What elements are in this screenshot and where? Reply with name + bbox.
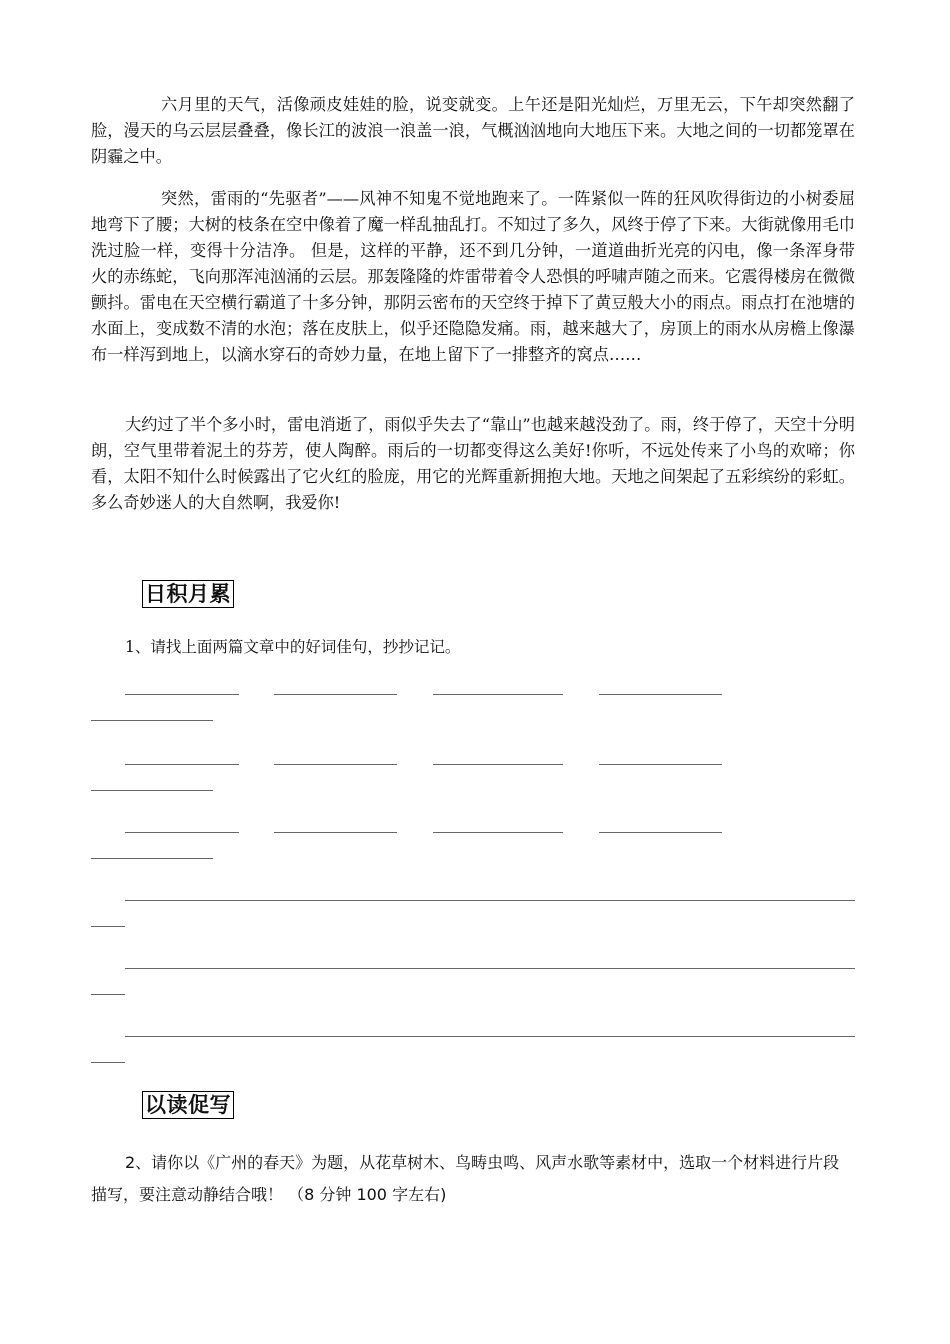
word-blank[interactable] bbox=[125, 764, 239, 765]
word-blank[interactable] bbox=[274, 764, 397, 765]
section-title-accumulation: 日积月累 bbox=[142, 580, 234, 608]
word-blank[interactable] bbox=[599, 694, 722, 695]
word-blank[interactable] bbox=[274, 832, 397, 833]
word-blank[interactable] bbox=[125, 832, 239, 833]
sentence-blank[interactable] bbox=[125, 900, 855, 901]
passage-paragraph-1: 六月里的天气，活像顽皮娃娃的脸，说变就变。上午还是阳光灿烂，万里无云，下午却突然翻了脸，漫天的乌云层层叠叠，像长江的波浪一浪盖一浪，气概汹汹地向大地压下来。大地之间的一切都笼罩在阴霾之中。 bbox=[91, 95, 855, 166]
question-2-text: 2、请你以《广州的春天》为题，从花草树木、鸟畴虫鸣、风声水歌等素材中，选取一个材料进行片段描写，要注意动静结合哦！ （8 分钟 100 字左右) bbox=[91, 1153, 840, 1204]
passage-paragraph-2: 突然，雷雨的“先驱者”——风神不知鬼不觉地跑来了。一阵紧似一阵的狂风吹得街边的小树委屈地弯下了腰；大树的枝条在空中像着了魔一样乱抽乱打。不知过了多久，风终于停了下来。大街就像用毛巾洗过脸一样，变得十分洁净。 但是，这样的平静，还不到几分钟，一道道曲折光亮的闪电，像一条浑身带火的赤练蛇，飞向那浑沌汹涌的云层。那轰隆隆的炸雷带着令人恐惧的呼啸声随之而来。它震得楼房在微微颤抖。雷电在天空横行霸道了十多分钟，那阴云密布的天空终于掉下了黄豆般大小的雨点。雨点打在池塘的水面上，变成数不清的水泡；落在皮肤上，似乎还隐隐发痛。雨，越来越大了，房顶上的雨水从房檐上像瀑布一样泻到地上，以滴水穿石的奇妙力量，在地上留下了一排整齐的窝点…… bbox=[91, 189, 855, 364]
section-title-writing: 以读促写 bbox=[142, 1091, 234, 1119]
word-blank[interactable] bbox=[433, 832, 563, 833]
sentence-blank[interactable] bbox=[91, 994, 125, 995]
sentence-blank[interactable] bbox=[91, 926, 125, 927]
word-blank[interactable] bbox=[433, 694, 563, 695]
question-1-text: 1、请找上面两篇文章中的好词佳句，抄抄记记。 bbox=[125, 638, 461, 656]
word-blank[interactable] bbox=[599, 832, 722, 833]
word-blank[interactable] bbox=[433, 764, 563, 765]
word-blank[interactable] bbox=[125, 694, 239, 695]
sentence-blank[interactable] bbox=[125, 1036, 855, 1037]
word-blank[interactable] bbox=[599, 764, 722, 765]
word-blank[interactable] bbox=[274, 694, 397, 695]
sentence-blank[interactable] bbox=[125, 968, 855, 969]
sentence-blank[interactable] bbox=[91, 1062, 125, 1063]
passage-paragraph-3: 大约过了半个多小时，雷电消逝了，雨似乎失去了“靠山”也越来越没劲了。雨，终于停了，天空十分明朗，空气里带着泥土的芬芳，使人陶醉。雨后的一切都变得这么美好!你听，不远处传来了小鸟的欢啼；你看，太阳不知什么时候露出了它火红的脸庞，用它的光辉重新拥抱大地。天地之间架起了五彩缤纷的彩虹。多么奇妙迷人的大自然啊，我爱你! bbox=[91, 415, 855, 512]
word-blank[interactable] bbox=[91, 858, 213, 859]
word-blank[interactable] bbox=[91, 720, 213, 721]
word-blank[interactable] bbox=[91, 790, 213, 791]
